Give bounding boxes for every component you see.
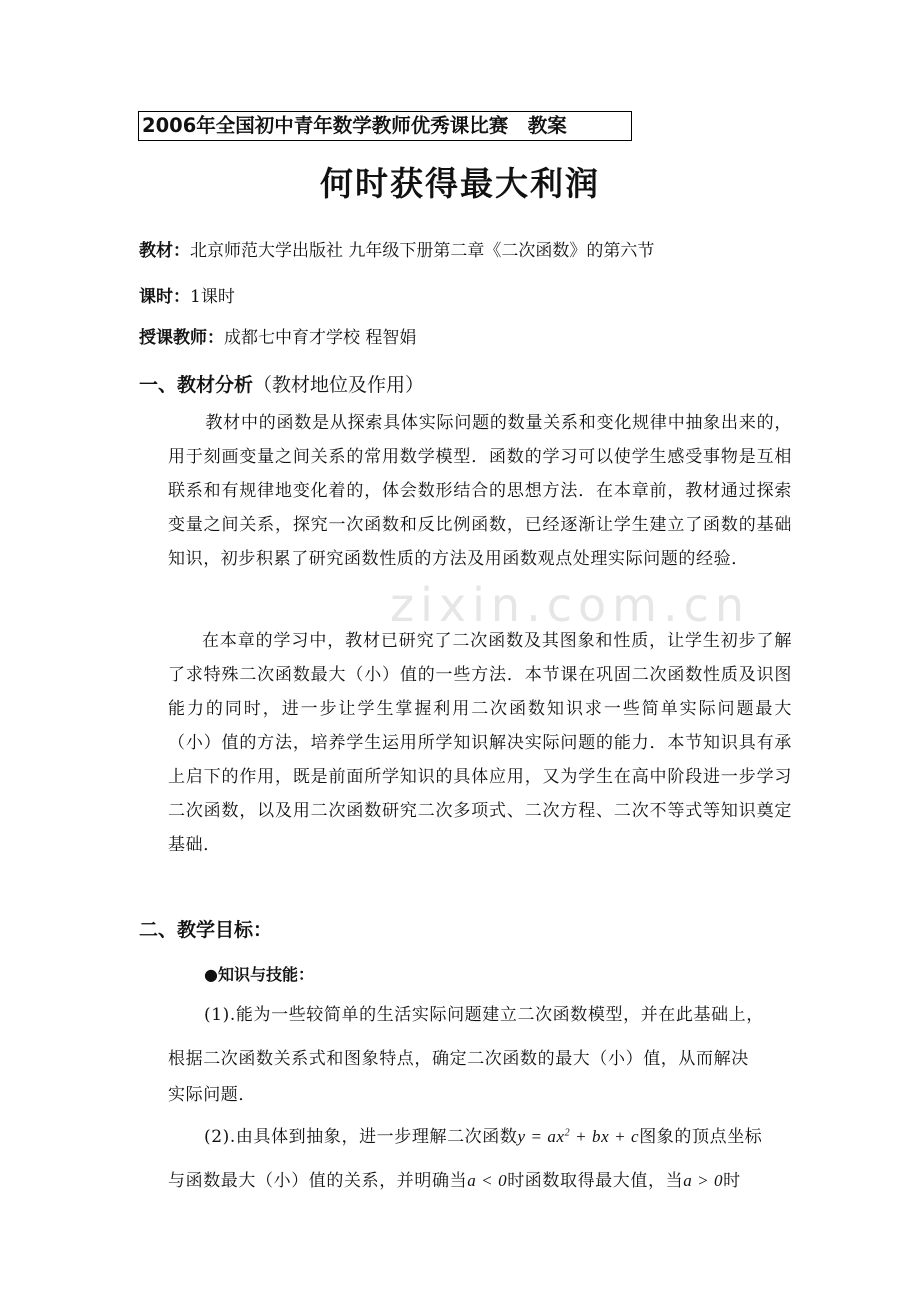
- textbook-line: [139, 236, 654, 261]
- formula-exponent: 2: [564, 1127, 571, 1139]
- objective-1-line-1: (1).能为一些较简单的生活实际问题建立二次函数模型，并在此基础上，: [204, 1005, 764, 1025]
- formula-part-a: y = ax: [517, 1127, 565, 1146]
- section-1-heading: [139, 370, 424, 397]
- teacher-value: 成都七中育才学校 程智娟: [224, 328, 417, 348]
- objective-2-line-1: [204, 1122, 762, 1147]
- objective-1-line-3: 实际问题．: [168, 1085, 256, 1105]
- quadratic-formula: [517, 1127, 639, 1146]
- objective-1-line-2: 根据二次函数关系式和图象特点，确定二次函数的最大（小）值，从而解决: [168, 1049, 749, 1069]
- hours-value: 1课时: [190, 287, 235, 307]
- section-2-heading: 二、教学目标：: [139, 919, 273, 941]
- teacher-line: [139, 323, 416, 348]
- objective-2-suffix: 图象的顶点坐标: [639, 1127, 763, 1147]
- textbook-label: 教材：: [139, 241, 190, 261]
- section-1-title: 一、教材分析: [139, 374, 254, 396]
- teacher-label: 授课教师：: [139, 328, 224, 348]
- objective-2-line-2-b: 时函数取得最大值，当: [507, 1171, 684, 1191]
- hours-line: [139, 282, 235, 307]
- section-1-paragraph-2: 在本章的学习中，教材已研究了二次函数及其图象和性质，让学生初步了解了求特殊二次函数最大（小）值的一些方法．本节课在巩固二次函数性质及识图能力的同时，进一步让学生掌握利用二次函数知识求一些简单实际问题最大（小）值的方法，培养学生运用所学知识解决实际问题的能力．本节知识具有承上启下的作用，既是前面所学知识的具体应用，又为学生在高中阶段进一步学习二次函数，以及用二次函数研究二次多项式、二次方程、二次不等式等知识奠定基础．: [168, 631, 792, 855]
- objective-2-line-2: [168, 1166, 741, 1191]
- objective-2-line-2-a: 与函数最大（小）值的关系，并明确当: [168, 1171, 468, 1191]
- section-1-paragraph-1: 教材中的函数是从探索具体实际问题的数量关系和变化规律中抽象出来的，用于刻画变量之间关系的常用数学模型．函数的学习可以使学生感受事物是互相联系和有规律地变化着的，体会数形结合的思想方法．在本章前，教材通过探索变量之间关系，探究一次函数和反比例函数，已经逐渐让学生建立了函数的基础知识，初步积累了研究函数性质的方法及用函数观点处理实际问题的经验．: [168, 413, 792, 569]
- objective-2-line-2-c: 时: [723, 1171, 741, 1191]
- textbook-value: 北京师范大学出版社 九年级下册第二章《二次函数》的第六节: [190, 241, 655, 261]
- condition-a-negative: a < 0: [467, 1171, 508, 1190]
- objective-2-prefix: (2).由具体到抽象，进一步理解二次函数: [204, 1127, 518, 1147]
- section-1-paren: （教材地位及作用）: [253, 374, 425, 396]
- watermark: zixin.com.cn: [390, 578, 751, 632]
- condition-a-positive: a > 0: [683, 1171, 724, 1190]
- competition-header: 2006年全国初中青年数学教师优秀课比赛 教案: [138, 111, 632, 141]
- formula-part-b: + bx + c: [570, 1127, 640, 1146]
- knowledge-skills-bullet: ●知识与技能：: [204, 965, 314, 984]
- page-title: 何时获得最大利润: [320, 164, 600, 203]
- hours-label: 课时：: [139, 287, 190, 307]
